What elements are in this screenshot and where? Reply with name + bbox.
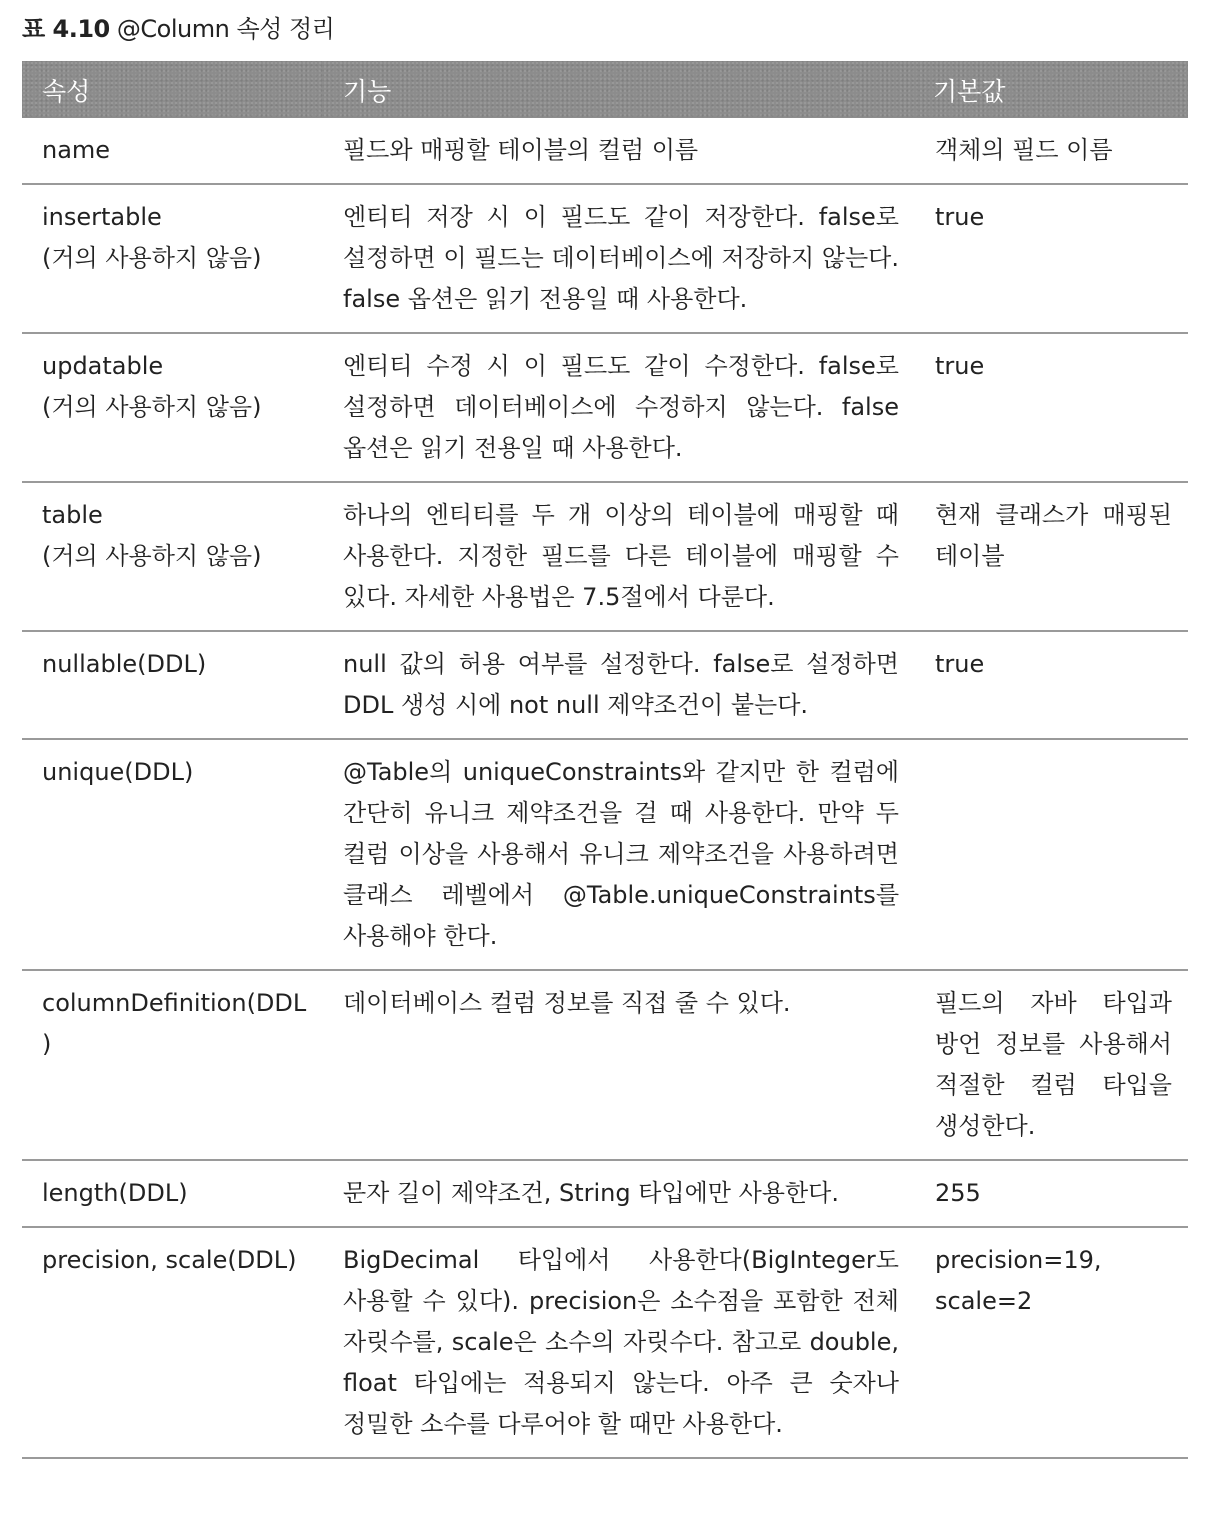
default-cell: 필드의 자바 타입과 방언 정보를 사용해서 적절한 컬럼 타입을 생성한다. bbox=[919, 970, 1188, 1160]
column-attributes-table bbox=[22, 61, 1188, 1459]
function-cell: null 값의 허용 여부를 설정한다. false로 설정하면 DDL 생성 시에 not null 제약조건이 붙는다. bbox=[323, 631, 919, 739]
property-name: length(DDL) bbox=[42, 1179, 188, 1207]
function-cell: 엔티티 저장 시 이 필드도 같이 저장한다. false로 설정하면 이 필드는 데이터베이스에 저장하지 않는다. false 옵션은 읽기 전용일 때 사용한다. bbox=[323, 184, 919, 333]
property-note: (거의 사용하지 않음) bbox=[42, 244, 262, 272]
default-cell: precision=19, scale=2 bbox=[919, 1227, 1188, 1458]
property-cell bbox=[22, 631, 323, 739]
default-cell: true bbox=[919, 631, 1188, 739]
property-name: insertable bbox=[42, 203, 162, 231]
property-cell bbox=[22, 1160, 323, 1227]
table-row bbox=[22, 1227, 1188, 1458]
property-cell bbox=[22, 118, 323, 184]
function-cell: 문자 길이 제약조건, String 타입에만 사용한다. bbox=[323, 1160, 919, 1227]
table-number: 표 4.10 bbox=[22, 15, 110, 43]
default-cell: 객체의 필드 이름 bbox=[919, 118, 1188, 184]
function-cell: 데이터베이스 컬럼 정보를 직접 줄 수 있다. bbox=[323, 970, 919, 1160]
function-cell: BigDecimal 타입에서 사용한다(BigInteger도 사용할 수 있다). precision은 소수점을 포함한 전체 자릿수를, scale은 소수의 자릿수다. 참고로 double, float 타입에는 적용되지 않는다. 아주 큰 숫자나 정밀한 소수를 다루어야 할 때만 사용한다. bbox=[323, 1227, 919, 1458]
table-row bbox=[22, 631, 1188, 739]
property-note: (거의 사용하지 않음) bbox=[42, 542, 262, 570]
table-row bbox=[22, 482, 1188, 631]
default-cell: true bbox=[919, 184, 1188, 333]
table-row bbox=[22, 118, 1188, 184]
default-cell: 현재 클래스가 매핑된 테이블 bbox=[919, 482, 1188, 631]
function-cell: 필드와 매핑할 테이블의 컬럼 이름 bbox=[323, 118, 919, 184]
header-function: 기능 bbox=[323, 61, 919, 118]
property-name: name bbox=[42, 136, 111, 164]
table-row bbox=[22, 739, 1188, 970]
function-cell: @Table의 uniqueConstraints와 같지만 한 컬럼에 간단히 유니크 제약조건을 걸 때 사용한다. 만약 두 컬럼 이상을 사용해서 유니크 제약조건을 사용하려면 클래스 레벨에서 @Table.uniqueConstraints를 사용해야 한다. bbox=[323, 739, 919, 970]
default-cell: true bbox=[919, 333, 1188, 482]
property-name: updatable bbox=[42, 352, 164, 380]
default-cell: 255 bbox=[919, 1160, 1188, 1227]
property-cell bbox=[22, 739, 323, 970]
table-header-row bbox=[22, 61, 1188, 118]
property-note: (거의 사용하지 않음) bbox=[42, 393, 262, 421]
table-row bbox=[22, 1160, 1188, 1227]
property-name: nullable(DDL) bbox=[42, 650, 207, 678]
property-name: columnDefinition(DDL) bbox=[42, 989, 307, 1058]
property-name: precision, scale(DDL) bbox=[42, 1246, 297, 1274]
table-title: @Column 속성 정리 bbox=[116, 15, 335, 43]
property-cell bbox=[22, 482, 323, 631]
header-default: 기본값 bbox=[919, 61, 1188, 118]
property-cell bbox=[22, 1227, 323, 1458]
function-cell: 엔티티 수정 시 이 필드도 같이 수정한다. false로 설정하면 데이터베이스에 수정하지 않는다. false 옵션은 읽기 전용일 때 사용한다. bbox=[323, 333, 919, 482]
property-cell bbox=[22, 184, 323, 333]
table-row bbox=[22, 970, 1188, 1160]
default-cell bbox=[919, 739, 1188, 970]
header-attribute: 속성 bbox=[22, 61, 323, 118]
function-cell: 하나의 엔티티를 두 개 이상의 테이블에 매핑할 때 사용한다. 지정한 필드를 다른 테이블에 매핑할 수 있다. 자세한 사용법은 7.5절에서 다룬다. bbox=[323, 482, 919, 631]
property-name: unique(DDL) bbox=[42, 758, 194, 786]
property-cell bbox=[22, 970, 323, 1160]
property-name: table bbox=[42, 501, 103, 529]
table-row bbox=[22, 184, 1188, 333]
table-caption bbox=[22, 12, 334, 46]
table-row bbox=[22, 333, 1188, 482]
property-cell bbox=[22, 333, 323, 482]
